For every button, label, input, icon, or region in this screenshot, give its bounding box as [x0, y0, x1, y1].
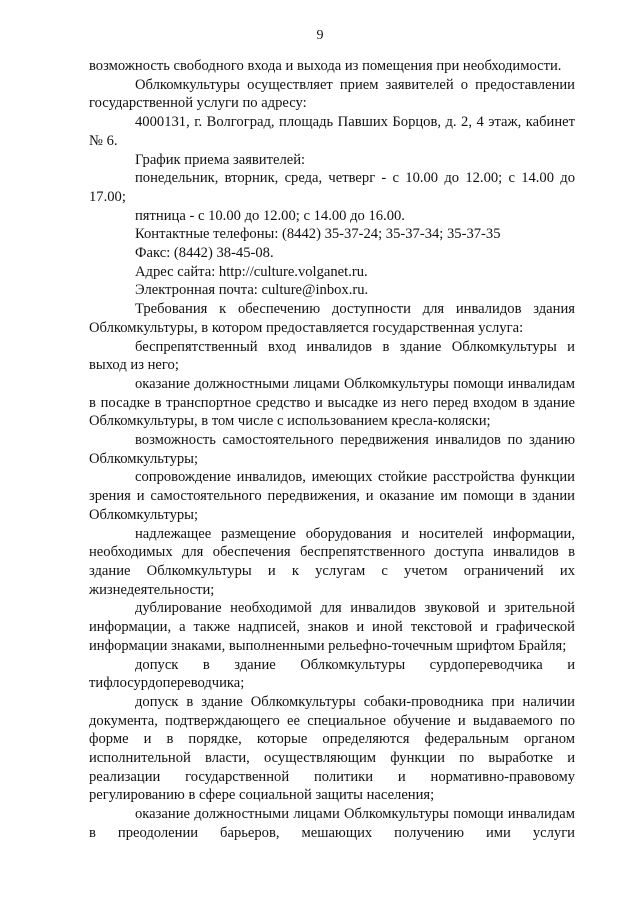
- paragraph: Электронная почта: culture@inbox.ru.: [135, 282, 369, 299]
- paragraph: Контактные телефоны: (8442) 35-37-24; 35-37-34; 35-37-35: [135, 226, 501, 243]
- paragraph: Требования к обеспечению доступности для инвалидов здания Облкомкультуры, в котором предоставляется государственная услуга:: [89, 301, 575, 336]
- paragraph: оказание должностными лицами Облкомкультуры помощи инвалидам в преодолении барьеров, мешающих получению ими услуги: [89, 806, 575, 841]
- paragraph: пятница - с 10.00 до 12.00; с 14.00 до 16.00.: [135, 207, 405, 224]
- paragraph: дублирование необходимой для инвалидов звуковой и зрительной информации, а также надписей, знаков и иной текстовой и графической информации знаками, выполненными рельефно-точечным шрифтом Брайля;: [89, 600, 575, 654]
- paragraph: надлежащее размещение оборудования и носителей информации, необходимых для обеспечения беспрепятственного доступа инвалидов в здание Облкомкультуры и к услугам с учетом ограничений их жизнедеятельности;: [89, 525, 575, 598]
- paragraph: Облкомкультуры осуществляет прием заявителей о предоставлении государственной услуги по адресу:: [89, 76, 575, 112]
- paragraph: беспрепятственный вход инвалидов в здание Облкомкультуры и выход из него;: [89, 338, 575, 374]
- page-number: 9: [316, 28, 324, 43]
- paragraph: понедельник, вторник, среда, четверг - с 10.00 до 12.00; с 14.00 до 17.00;: [89, 170, 575, 205]
- paragraph: 4000131, г. Волгоград, площадь Павших Борцов, д. 2, 4 этаж, кабинет № 6.: [89, 114, 575, 149]
- paragraph: Адрес сайта: http://culture.volganet.ru.: [135, 263, 368, 280]
- paragraph: возможность самостоятельного передвижения инвалидов по зданию Облкомкультуры;: [89, 432, 575, 467]
- paragraph: сопровождение инвалидов, имеющих стойкие расстройства функции зрения и самостоятельного передвижения, и оказание им помощи в здании Облкомкультуры;: [89, 469, 575, 523]
- paragraph: График приема заявителей:: [135, 151, 306, 168]
- document-body: [89, 57, 575, 843]
- paragraph: возможность свободного входа и выхода из помещения при необходимости.: [89, 58, 562, 74]
- paragraph: допуск в здание Облкомкультуры собаки-проводника при наличии документа, подтверждающего ее специальное обучение и выдаваемого по форме и в порядке, которые определяются федеральным органом исполнительной власти, осуществляющим функции по выработке и реализации государственной политики и нормативно-правовому регулированию в сфере социальной защиты населения;: [89, 693, 575, 804]
- paragraph: Факс: (8442) 38-45-08.: [135, 245, 274, 262]
- paragraph: допуск в здание Облкомкультуры сурдопереводчика и тифлосурдопереводчика;: [89, 656, 575, 692]
- paragraph: оказание должностными лицами Облкомкультуры помощи инвалидам в посадке в транспортное средство и высадке из него перед входом в здание Облкомкультуры, в том числе с использованием кресла-коляски;: [89, 375, 575, 430]
